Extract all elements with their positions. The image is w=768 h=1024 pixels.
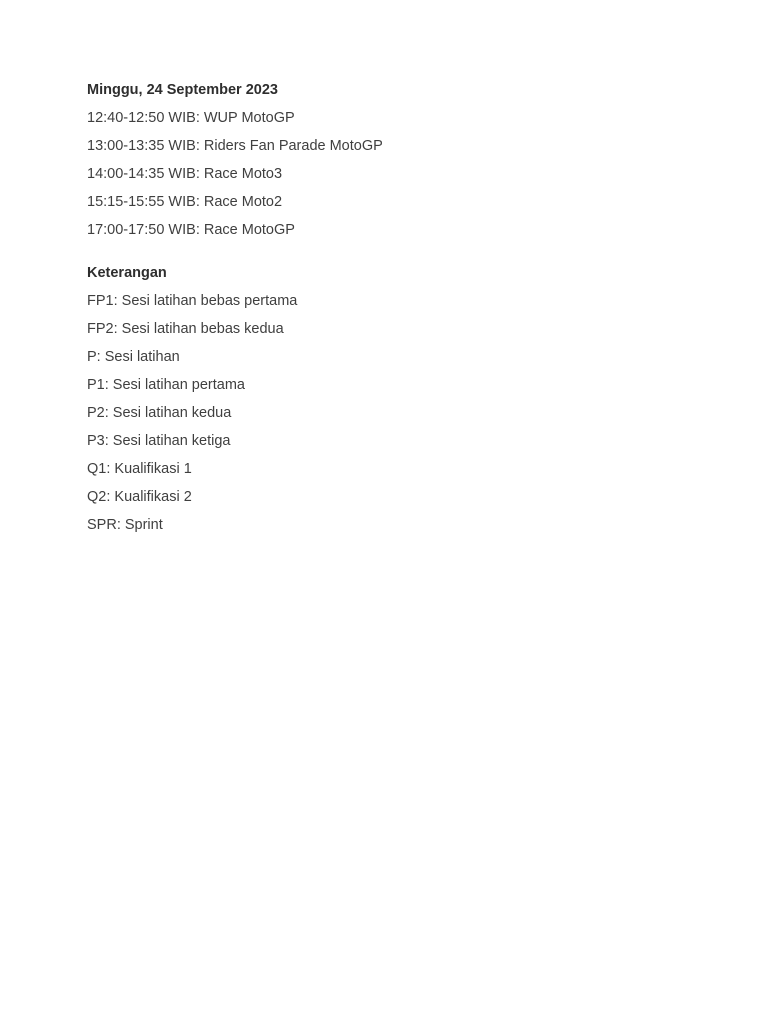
legend-item: P: Sesi latihan [87,349,180,365]
legend-item: FP1: Sesi latihan bebas pertama [87,293,298,309]
schedule-item: 14:00-14:35 WIB: Race Moto3 [87,166,283,182]
schedule-item: 15:15-15:55 WIB: Race Moto2 [87,194,283,210]
legend-item: SPR: Sprint [87,517,163,533]
legend-item: FP2: Sesi latihan bebas kedua [87,321,284,337]
schedule-item: 13:00-13:35 WIB: Riders Fan Parade MotoGP [87,138,383,154]
schedule-date-heading: Minggu, 24 September 2023 [87,82,278,98]
schedule-item: 17:00-17:50 WIB: Race MotoGP [87,222,295,238]
legend-item: P3: Sesi latihan ketiga [87,433,231,449]
schedule-section [87,80,687,240]
schedule-item: 12:40-12:50 WIB: WUP MotoGP [87,110,295,126]
legend-item: Q2: Kualifikasi 2 [87,489,192,505]
legend-item: P2: Sesi latihan kedua [87,405,232,421]
legend-section [87,263,687,535]
legend-item: P1: Sesi latihan pertama [87,377,245,393]
legend-item: Q1: Kualifikasi 1 [87,461,192,477]
legend-heading: Keterangan [87,265,167,281]
document-body [87,80,687,535]
